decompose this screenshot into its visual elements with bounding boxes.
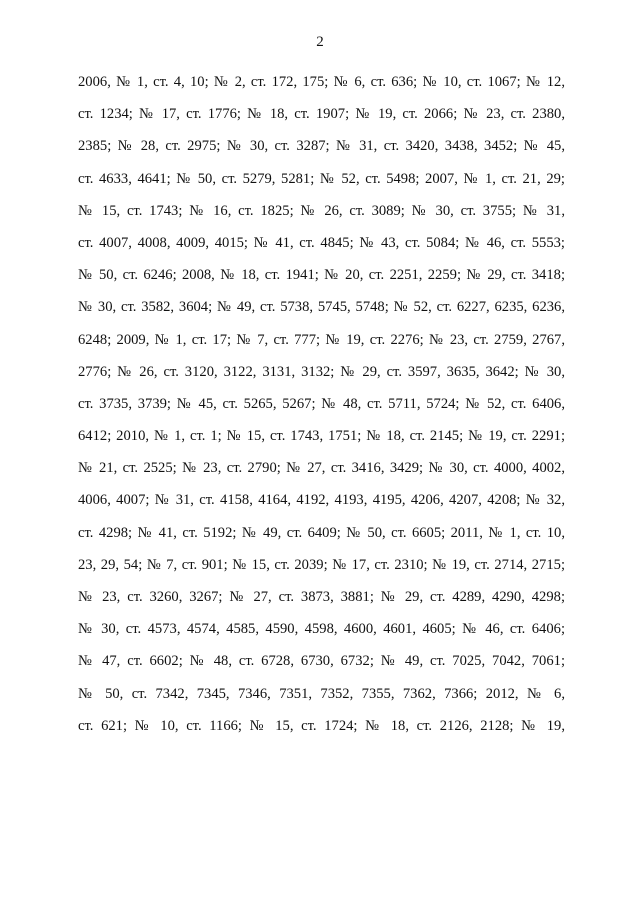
text-line: № 50, ст. 7342, 7345, 7346, 7351, 7352, 7355, 7362, 7366; 2012, № 6, — [78, 685, 565, 702]
text-line: № 15, ст. 1743; № 16, ст. 1825; № 26, ст. 3089; № 30, ст. 3755; № 31, — [78, 202, 565, 219]
text-line: 2385; № 28, ст. 2975; № 30, ст. 3287; № 31, ст. 3420, 3438, 3452; № 45, — [78, 138, 565, 155]
body-text — [78, 66, 565, 742]
text-line: ст. 4007, 4008, 4009, 4015; № 41, ст. 4845; № 43, ст. 5084; № 46, ст. 5553; — [78, 234, 565, 251]
text-line: № 21, ст. 2525; № 23, ст. 2790; № 27, ст. 3416, 3429; № 30, ст. 4000, 4002, — [78, 460, 565, 477]
text-line: ст. 3735, 3739; № 45, ст. 5265, 5267; № 48, ст. 5711, 5724; № 52, ст. 6406, — [78, 395, 565, 412]
text-line: ст. 4633, 4641; № 50, ст. 5279, 5281; № 52, ст. 5498; 2007, № 1, ст. 21, 29; — [78, 170, 565, 187]
text-line: № 23, ст. 3260, 3267; № 27, ст. 3873, 3881; № 29, ст. 4289, 4290, 4298; — [78, 589, 565, 605]
text-line: № 47, ст. 6602; № 48, ст. 6728, 6730, 6732; № 49, ст. 7025, 7042, 7061; — [78, 653, 565, 670]
text-line: № 30, ст. 4573, 4574, 4585, 4590, 4598, 4600, 4601, 4605; № 46, ст. 6406; — [78, 621, 565, 638]
text-line: ст. 621; № 10, ст. 1166; № 15, ст. 1724; № 18, ст. 2126, 2128; № 19, — [78, 717, 565, 734]
text-line: 2776; № 26, ст. 3120, 3122, 3131, 3132; № 29, ст. 3597, 3635, 3642; № 30, — [78, 363, 565, 380]
text-line: ст. 1234; № 17, ст. 1776; № 18, ст. 1907; № 19, ст. 2066; № 23, ст. 2380, — [78, 106, 565, 123]
text-line: № 50, ст. 6246; 2008, № 18, ст. 1941; № 20, ст. 2251, 2259; № 29, ст. 3418; — [78, 267, 565, 284]
text-line: № 30, ст. 3582, 3604; № 49, ст. 5738, 5745, 5748; № 52, ст. 6227, 6235, 6236, — [78, 299, 565, 316]
text-line: 2006, № 1, ст. 4, 10; № 2, ст. 172, 175; № 6, ст. 636; № 10, ст. 1067; № 12, — [78, 74, 565, 90]
text-line: 4006, 4007; № 31, ст. 4158, 4164, 4192, 4193, 4195, 4206, 4207, 4208; № 32, — [78, 492, 565, 509]
text-line: 6248; 2009, № 1, ст. 17; № 7, ст. 777; № 19, ст. 2276; № 23, ст. 2759, 2767, — [78, 331, 565, 348]
text-line: 6412; 2010, № 1, ст. 1; № 15, ст. 1743, 1751; № 18, ст. 2145; № 19, ст. 2291; — [78, 428, 565, 445]
text-line: 23, 29, 54; № 7, ст. 901; № 15, ст. 2039; № 17, ст. 2310; № 19, ст. 2714, 2715; — [78, 556, 565, 573]
page-number: 2 — [316, 34, 324, 50]
text-line: ст. 4298; № 41, ст. 5192; № 49, ст. 6409; № 50, ст. 6605; 2011, № 1, ст. 10, — [78, 524, 565, 541]
